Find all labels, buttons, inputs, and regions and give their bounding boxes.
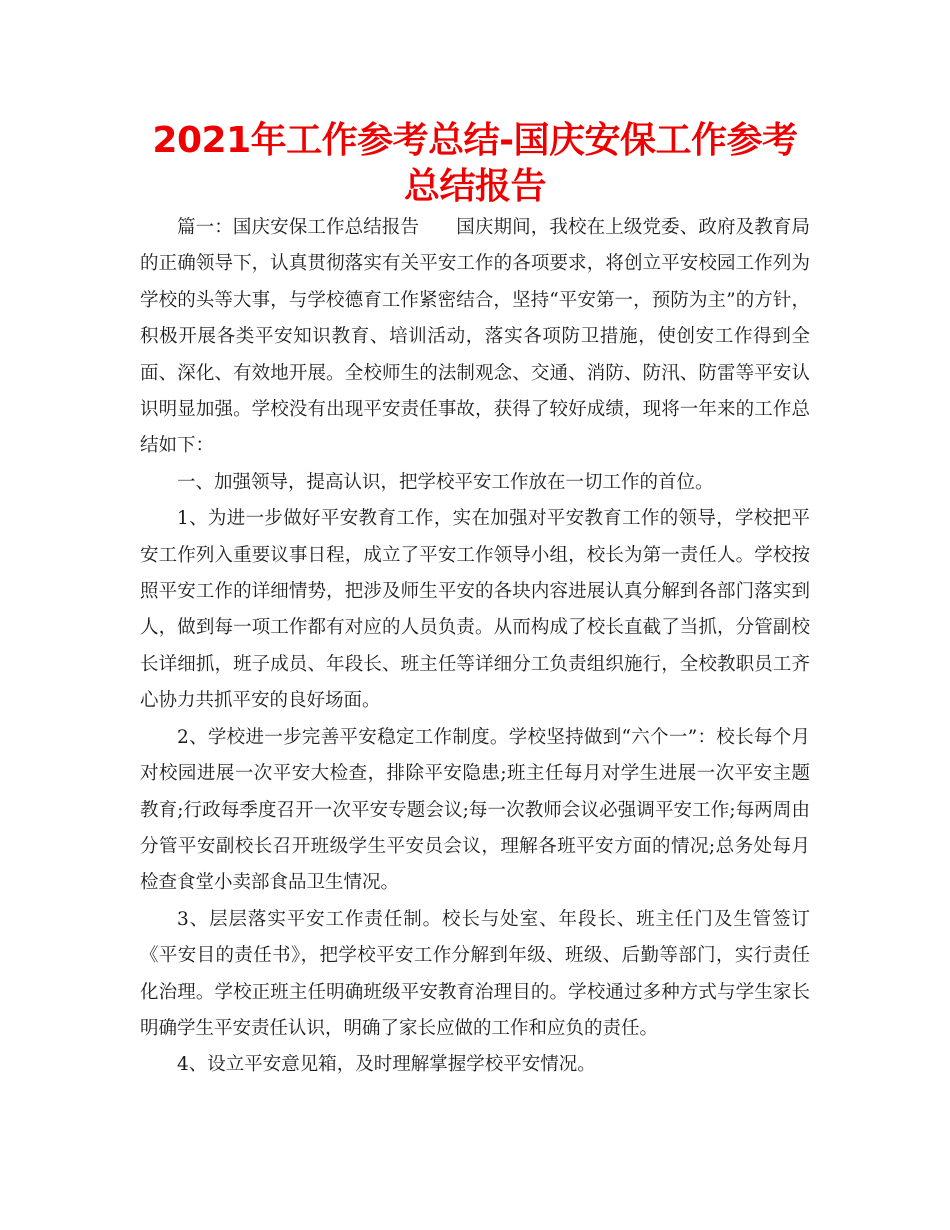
paragraph-section-1-heading: 一、加强领导，提高认识，把学校平安工作放在一切工作的首位。 xyxy=(177,471,714,493)
paragraph-item-1: 1、为进一步做好平安教育工作，实在加强对平安教育工作的领导，学校把平安工作列入重要议事日程，成立了平安工作领导小组，校长为第一责任人。学校按照平安工作的详细情势，把涉及师生平安的各块内容进展认真分解到各部门落实到人，做到每一项工作都有对应的人员负责。从而构成了校长直截了当抓，分管副校长详细抓，班子成员、年段长、班主任等详细分工负责组织施行，全校教职员工齐心协力共抓平安的良好场面。 xyxy=(140,508,810,712)
paragraph-item-3: 3、层层落实平安工作责任制。校长与处室、年段长、班主任门及生管签订《平安目的责任书》，把学校平安工作分解到年级、班级、后勤等部门，实行责任化治理。学校正班主任明确班级平安教育治理目的。学校通过多种方式与学生家长明确学生平安责任认识，明确了家长应做的工作和应负的责任。 xyxy=(140,908,810,1039)
paragraph-item-4: 4、设立平安意见箱，及时理解掌握学校平安情况。 xyxy=(177,1054,596,1076)
paragraph-item-2: 2、学校进一步完善平安稳定工作制度。学校坚持做到“六个一”：校长每个月对校园进展一次平安大检查，排除平安隐患;班主任每月对学生进展一次平安主题教育;行政每季度召开一次平安专题会议;每一次教师会议必强调平安工作;每两周由分管平安副校长召开班级学生平安员会议，理解各班平安方面的情况;总务处每月检查食堂小卖部食品卫生情况。 xyxy=(140,726,810,894)
document-body xyxy=(140,210,810,1084)
document-title: 2021年工作参考总结-国庆安保工作参考总结报告 xyxy=(152,120,798,207)
paragraph-intro: 篇一：国庆安保工作总结报告 国庆期间，我校在上级党委、政府及教育局的正确领导下，认真贯彻落实有关平安工作的各项要求，将创立平安校园工作列为学校的头等大事，与学校德育工作紧密结合，坚持“平安第一，预防为主”的方针，积极开展各类平安知识教育、培训活动，落实各项防卫措施，使创安工作得到全面、深化、有效地开展。全校师生的法制观念、交通、消防、防汛、防雷等平安认识明显加强。学校没有出现平安责任事故，获得了较好成绩，现将一年来的工作总结如下： xyxy=(140,217,810,457)
